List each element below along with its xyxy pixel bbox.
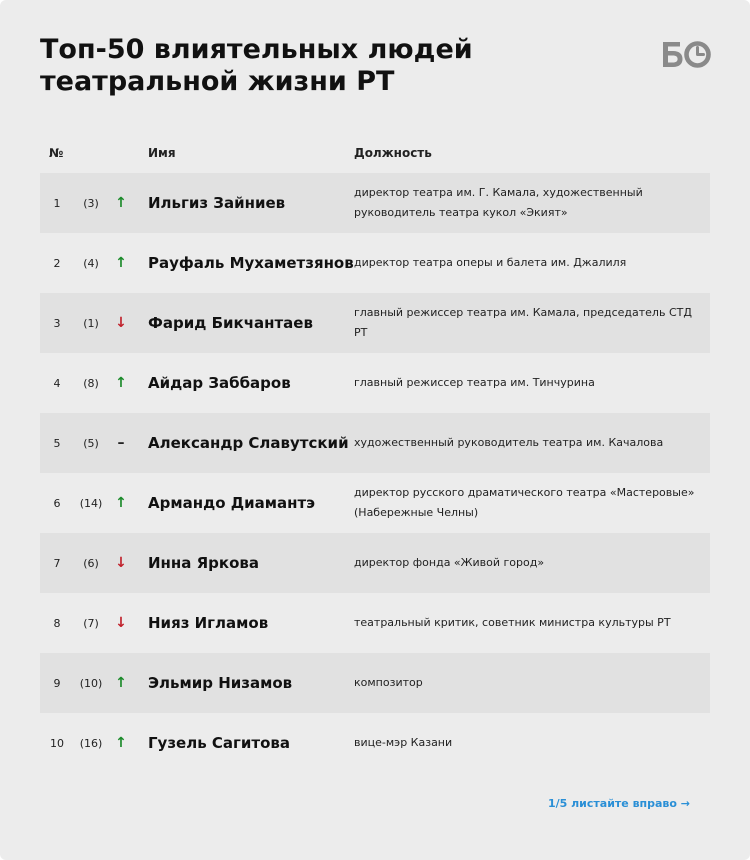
- table-row: [40, 293, 710, 353]
- person-name: Айдар Заббаров: [148, 374, 291, 392]
- table-header: [40, 144, 710, 164]
- table-row: [40, 533, 710, 593]
- dash-icon: –: [117, 435, 125, 451]
- rank-number: 6: [53, 496, 61, 510]
- arrow-down-icon: ↓: [115, 615, 127, 631]
- header-number: №: [49, 146, 64, 160]
- person-position: художественный руководитель театра им. Качалова: [354, 436, 664, 449]
- previous-rank: (8): [83, 376, 99, 390]
- arrow-up-icon: ↑: [115, 735, 127, 751]
- arrow-down-icon: ↓: [115, 315, 127, 331]
- previous-rank: (1): [83, 316, 99, 330]
- arrow-down-icon: ↓: [115, 555, 127, 571]
- table-row: [40, 173, 710, 233]
- person-position: композитор: [354, 676, 423, 689]
- arrow-up-icon: ↑: [115, 495, 127, 511]
- person-name: Фарид Бикчантаев: [148, 314, 313, 332]
- rank-number: 10: [50, 736, 64, 750]
- person-position: директор русского драматического театра «Мастеровые» (Набережные Челны): [354, 486, 695, 519]
- page-title: Топ-50 влиятельных людей театральной жизни РТ: [40, 34, 473, 97]
- previous-rank: (14): [79, 496, 103, 510]
- person-name: Инна Яркова: [148, 554, 260, 572]
- person-position: главный режиссер театра им. Камала, председатель СТД РТ: [354, 306, 692, 339]
- person-position: главный режиссер театра им. Тинчурина: [354, 376, 595, 389]
- person-name: Эльмир Низамов: [148, 674, 293, 692]
- header-position: Должность: [354, 146, 432, 160]
- person-position: директор театра оперы и балета им. Джалиля: [354, 256, 627, 269]
- next-page-link[interactable]: 1/5 листайте вправо →: [547, 797, 690, 810]
- header-name: Имя: [148, 146, 176, 160]
- bo-logo: [660, 38, 712, 70]
- previous-rank: (4): [83, 256, 99, 270]
- person-position: директор фонда «Живой город»: [354, 556, 545, 569]
- arrow-up-icon: ↑: [115, 195, 127, 211]
- ranking-table: [40, 173, 710, 773]
- table-row: [40, 593, 710, 653]
- person-name: Гузель Сагитова: [148, 734, 291, 752]
- arrow-up-icon: ↑: [115, 375, 127, 391]
- table-row: [40, 653, 710, 713]
- person-name: Рауфаль Мухаметзянов: [148, 254, 354, 272]
- table-row: [40, 713, 710, 773]
- table-row: [40, 473, 710, 533]
- table-row: [40, 413, 710, 473]
- person-name: Армандо Диамантэ: [148, 494, 316, 512]
- rank-number: 2: [53, 256, 61, 270]
- previous-rank: (10): [79, 676, 103, 690]
- rank-number: 9: [53, 676, 61, 690]
- arrow-up-icon: ↑: [115, 255, 127, 271]
- rank-number: 3: [53, 316, 61, 330]
- rank-number: 5: [53, 436, 61, 450]
- person-position: директор театра им. Г. Камала, художественный руководитель театра кукол «Экият»: [354, 186, 643, 219]
- person-name: Нияз Игламов: [148, 614, 269, 632]
- arrow-up-icon: ↑: [115, 675, 127, 691]
- person-position: вице-мэр Казани: [354, 736, 453, 749]
- person-name: Ильгиз Зайниев: [148, 194, 286, 212]
- person-position: театральный критик, советник министра культуры РТ: [354, 616, 671, 629]
- person-name: Александр Славутский: [148, 434, 349, 452]
- previous-rank: (5): [83, 436, 99, 450]
- table-row: [40, 353, 710, 413]
- previous-rank: (7): [83, 616, 99, 630]
- table-row: [40, 233, 710, 293]
- previous-rank: (6): [83, 556, 99, 570]
- rank-number: 8: [53, 616, 61, 630]
- rank-number: 7: [53, 556, 61, 570]
- previous-rank: (3): [83, 196, 99, 210]
- previous-rank: (16): [79, 736, 103, 750]
- rank-number: 1: [53, 196, 61, 210]
- rank-number: 4: [53, 376, 61, 390]
